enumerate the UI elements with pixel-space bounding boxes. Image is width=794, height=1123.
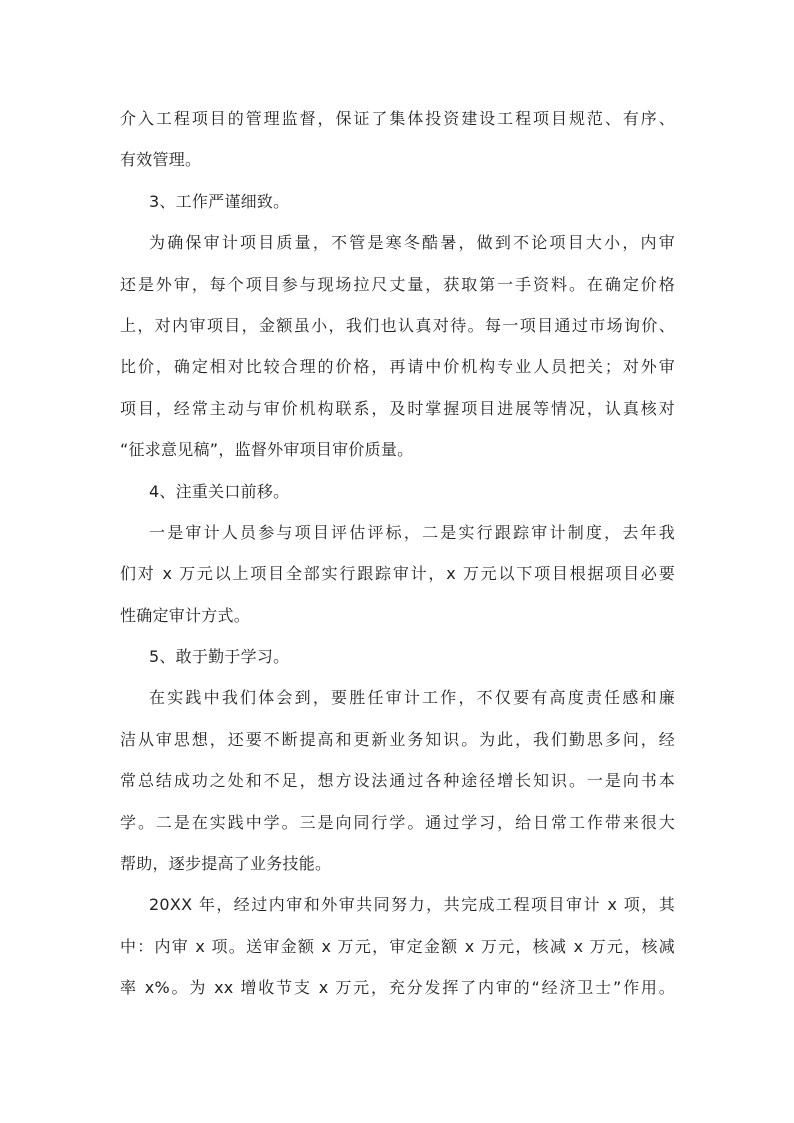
paragraph-line: 帮助，逐步提高了业务技能。 [120, 854, 332, 874]
paragraph-line: “征求意见稿”，监督外审项目审价质量。 [120, 440, 414, 460]
paragraph-line: 一是审计人员参与项目评估评标，二是实行跟踪审计制度，去年我 [149, 522, 675, 542]
paragraph-line: 中：内审 x 项。送审金额 x 万元，审定金额 x 万元，核减 x 万元，核减 [120, 936, 675, 956]
section-heading: 4、注重关口前移。 [149, 481, 290, 501]
paragraph-line: 学。二是在实践中学。三是向同行学。通过学习，给日常工作带来很大 [120, 812, 675, 832]
paragraph-line: 有效管理。 [120, 150, 202, 170]
paragraph-line: 率 x%。为 xx 增收节支 x 万元，充分发挥了内审的“经济卫士”作用。 [120, 978, 675, 998]
paragraph-line: 常总结成功之处和不足，想方设法通过各种途径增长知识。一是向书本 [120, 771, 675, 791]
paragraph-line: 性确定审计方式。 [120, 605, 251, 625]
paragraph-line: 们对 x 万元以上项目全部实行跟踪审计，x 万元以下项目根据项目必要 [120, 564, 675, 584]
document-body [120, 98, 675, 1009]
paragraph-line: 上，对内审项目，金额虽小，我们也认真对待。每一项目通过市场询价、 [120, 315, 675, 335]
paragraph-line: 还是外审，每个项目参与现场拉尺丈量，获取第一手资料。在确定价格 [120, 274, 675, 294]
section-heading: 3、工作严谨细致。 [149, 191, 290, 211]
paragraph-line: 介入工程项目的管理监督，保证了集体投资建设工程项目规范、有序、 [120, 109, 675, 128]
section-heading: 5、敢于勤于学习。 [149, 647, 290, 667]
paragraph-line: 20XX 年，经过内审和外审共同努力，共完成工程项目审计 x 项，其 [149, 895, 675, 915]
paragraph-line: 为确保审计项目质量，不管是寒冬酷暑，做到不论项目大小，内审 [149, 233, 675, 253]
paragraph-line: 在实践中我们体会到，要胜任审计工作，不仅要有高度责任感和廉 [149, 688, 675, 708]
paragraph-line: 比价，确定相对比较合理的价格，再请中价机构专业人员把关；对外审 [120, 357, 675, 377]
paragraph-line: 洁从审思想，还要不断提高和更新业务知识。为此，我们勤思多问，经 [120, 729, 675, 749]
paragraph-line: 项目，经常主动与审价机构联系，及时掌握项目进展等情况，认真核对 [120, 398, 675, 418]
